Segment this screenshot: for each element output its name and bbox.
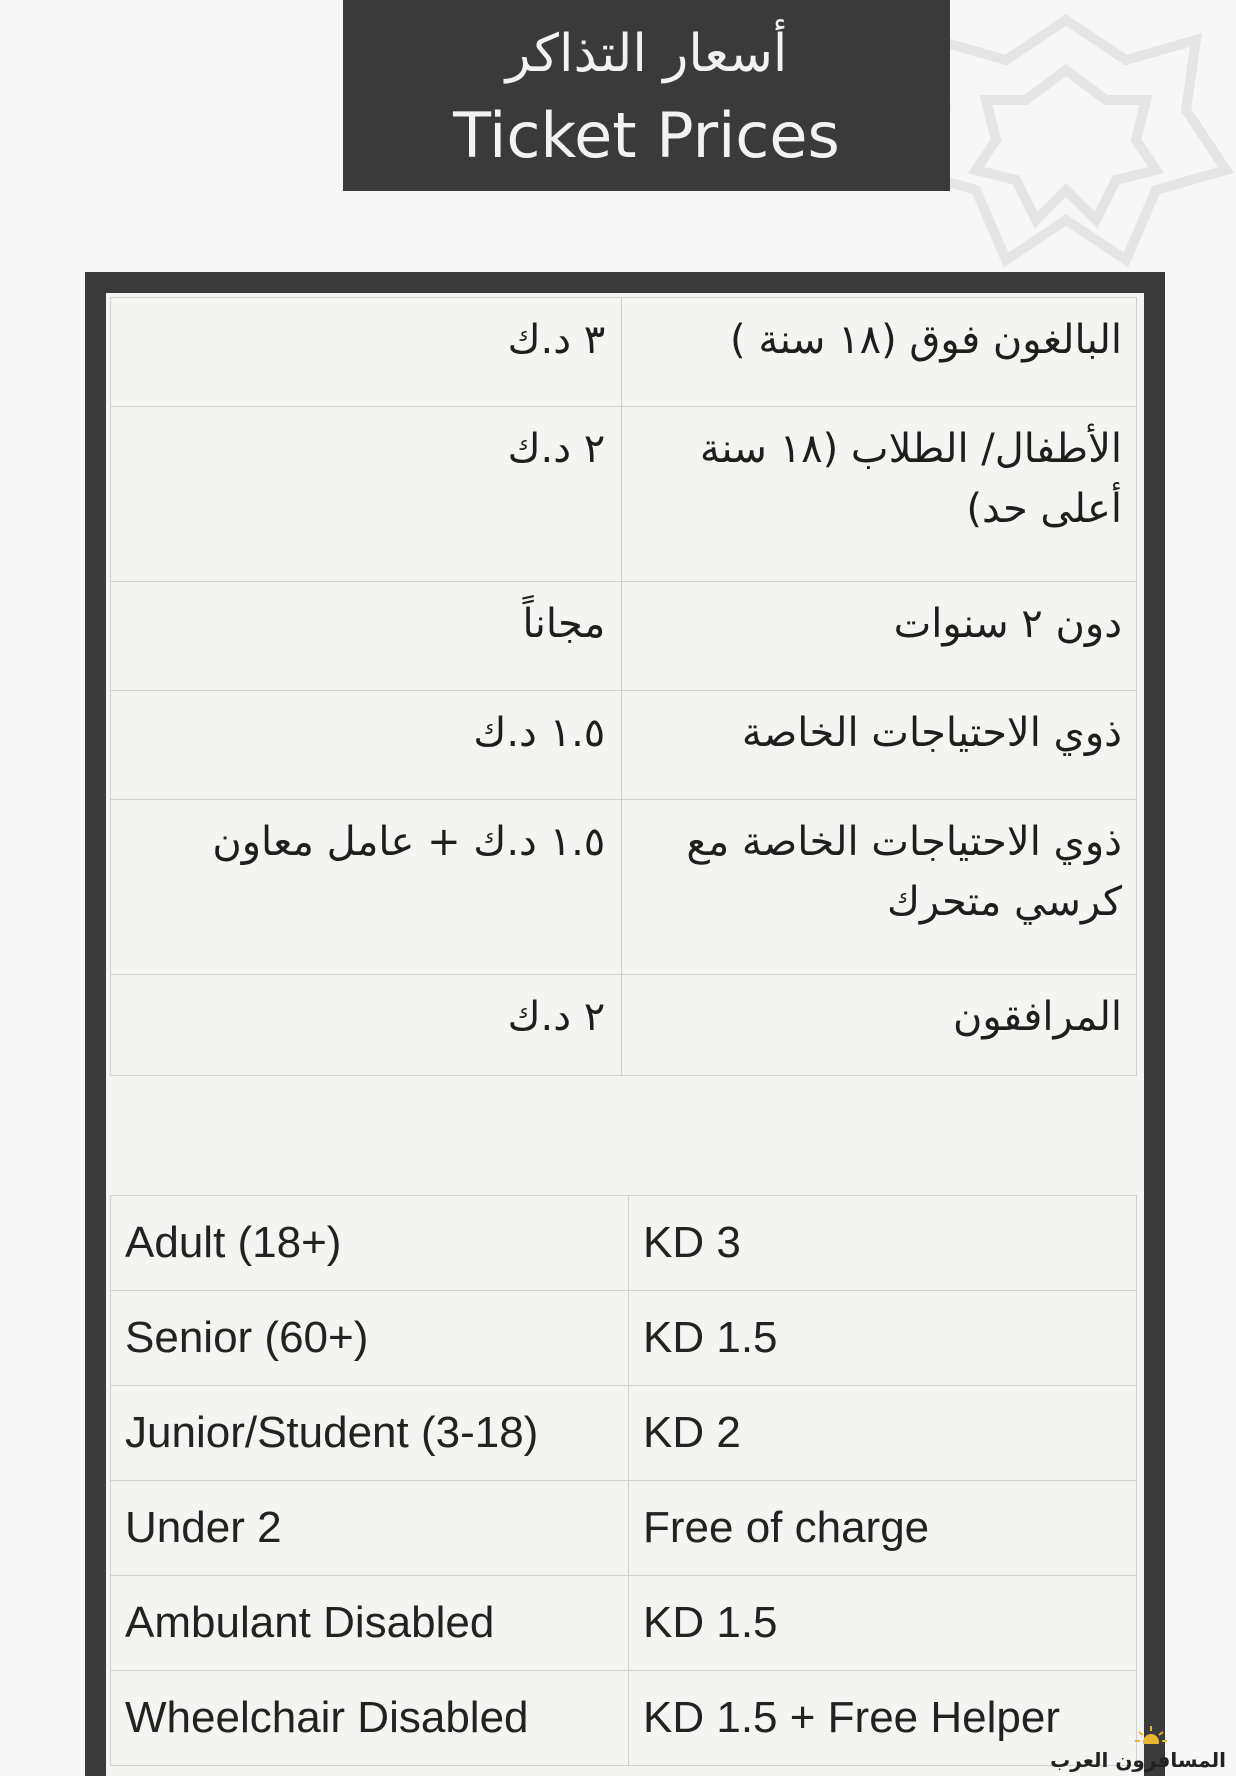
site-watermark — [1050, 1712, 1226, 1772]
ticket-type-label: Adult (18+) — [111, 1196, 629, 1291]
ticket-price: KD 1.5 + Free Helper — [629, 1671, 1137, 1766]
ticket-type-label: ذوي الاحتياجات الخاصة — [622, 691, 1137, 800]
table-row — [111, 1671, 1137, 1766]
ticket-price: KD 1.5 — [629, 1291, 1137, 1386]
ticket-price: KD 1.5 — [629, 1576, 1137, 1671]
table-row — [111, 975, 1137, 1076]
table-row — [111, 1576, 1137, 1671]
table-row — [111, 407, 1137, 582]
title-english: Ticket Prices — [453, 99, 840, 172]
ticket-price: KD 3 — [629, 1196, 1137, 1291]
table-row — [111, 582, 1137, 691]
ticket-type-label: دون ٢ سنوات — [622, 582, 1137, 691]
price-board-frame — [85, 272, 1165, 1776]
english-price-table — [110, 1195, 1137, 1766]
table-row — [111, 800, 1137, 975]
ticket-price: ٣ د.ك — [111, 298, 622, 407]
ticket-type-label: Junior/Student (3-18) — [111, 1386, 629, 1481]
ticket-price: ١.٥ د.ك — [111, 691, 622, 800]
table-row — [111, 1481, 1137, 1576]
ticket-price: ٢ د.ك — [111, 975, 622, 1076]
ticket-price: Free of charge — [629, 1481, 1137, 1576]
ticket-price: ١.٥ د.ك + عامل معاون — [111, 800, 622, 975]
ticket-type-label: Wheelchair Disabled — [111, 1671, 629, 1766]
ticket-type-label: الأطفال/ الطلاب (١٨ سنة أعلى حد) — [622, 407, 1137, 582]
table-row — [111, 691, 1137, 800]
table-row — [111, 1386, 1137, 1481]
price-board — [106, 293, 1144, 1776]
ticket-type-label: Under 2 — [111, 1481, 629, 1576]
ticket-type-label: ذوي الاحتياجات الخاصة مع كرسي متحرك — [622, 800, 1137, 975]
sun-icon — [1134, 1724, 1168, 1744]
ticket-type-label: البالغون فوق (١٨ سنة ) — [622, 298, 1137, 407]
ticket-price: مجاناً — [111, 582, 622, 691]
title-banner — [343, 0, 950, 191]
ticket-price: KD 2 — [629, 1386, 1137, 1481]
ticket-price: ٢ د.ك — [111, 407, 622, 582]
ticket-type-label: Ambulant Disabled — [111, 1576, 629, 1671]
table-row — [111, 1291, 1137, 1386]
ticket-type-label: Senior (60+) — [111, 1291, 629, 1386]
table-row — [111, 1196, 1137, 1291]
table-row — [111, 298, 1137, 407]
ticket-type-label: المرافقون — [622, 975, 1137, 1076]
title-arabic: أسعار التذاكر — [505, 24, 788, 84]
arabic-price-table — [110, 297, 1137, 1076]
watermark-text: المسافرون العرب — [1050, 1748, 1226, 1772]
